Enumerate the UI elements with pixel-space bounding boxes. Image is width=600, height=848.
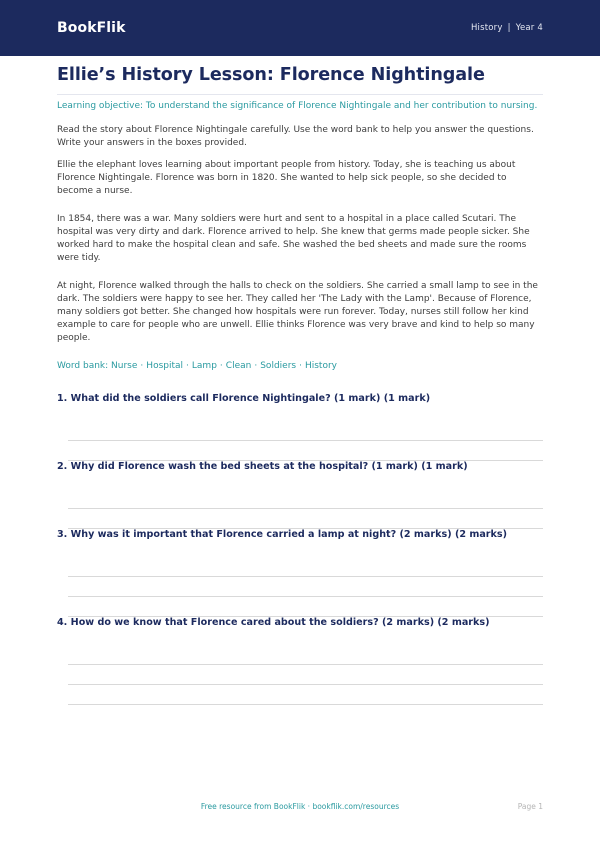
word-bank-word: Clean (225, 361, 252, 371)
word-bank-separator: · (140, 361, 144, 371)
footer-resource-link[interactable]: Free resource from BookFlik · bookflik.com/resources (200, 802, 400, 811)
answer-line-q1[interactable] (68, 440, 543, 441)
word-bank-separator: · (219, 361, 223, 371)
answer-line-q2[interactable] (68, 508, 543, 509)
word-bank-separator: · (299, 361, 302, 371)
word-bank-word: History (304, 361, 337, 371)
word-bank-word: Soldiers (260, 361, 297, 371)
answer-line-q3[interactable] (68, 576, 543, 577)
question-3: 3. Why was it important that Florence carried a lamp at night? (2 marks) (2 marks) (57, 529, 508, 540)
word-bank-word: Lamp (191, 361, 217, 371)
page-footer (0, 802, 600, 814)
subject-label: History (470, 23, 503, 33)
header-separator: | (507, 23, 511, 33)
page-header (0, 0, 600, 56)
story-paragraph-2: In 1854, there was a war. Many soldiers were hurt and sent to a hospital in a place called Scutari. The hospital was very dirty and dark. Florence arrived to help. She knew that germs made people sicker. She worked hard to make the hospital clean and safe. She washed the bed sheets and made sure the rooms were tidy. (57, 214, 530, 263)
title-divider (57, 94, 543, 95)
word-bank-label: Word bank: (57, 361, 109, 371)
page-number: Page 1 (517, 802, 543, 811)
word-bank (57, 361, 337, 371)
subject-year-label (471, 23, 543, 33)
answer-line-q3[interactable] (68, 596, 543, 597)
word-bank-word: Nurse (111, 361, 138, 371)
instructions-text: Read the story about Florence Nightingale carefully. Use the word bank to help you answer the questions. Write your answers in the boxes provided. (57, 125, 534, 148)
answer-line-q4[interactable] (68, 664, 543, 665)
page-title: Ellie’s History Lesson: Florence Nightingale (57, 65, 485, 85)
story-paragraph-3: At night, Florence walked through the halls to check on the soldiers. She carried a small lamp to see in the dark. The soldiers were happy to see her. They called her 'The Lady with the Lamp'. Because of Florence, many soldiers got better. She changed how hospitals were run forever. Today, nurses still follow her kind example to care for people who are unwell. Ellie thinks Florence was very brave and kind to help so many people. (57, 281, 538, 343)
question-4: 4. How do we know that Florence cared about the soldiers? (2 marks) (2 marks) (57, 617, 490, 628)
word-bank-separator: · (254, 361, 258, 371)
story-paragraph-1: Ellie the elephant loves learning about important people from history. Today, she is teaching us about Florence Nightingale. Florence was born in 1820. She wanted to help sick people, so she decided to become a nurse. (57, 160, 516, 196)
question-2: 2. Why did Florence wash the bed sheets at the hospital? (1 mark) (1 mark) (57, 461, 468, 472)
answer-line-q4[interactable] (68, 684, 543, 685)
learning-objective: Learning objective: To understand the significance of Florence Nightingale and her contribution to nursing. (57, 101, 538, 111)
brand-logo-text[interactable]: BookFlik (57, 20, 126, 36)
word-bank-separator: · (186, 361, 189, 371)
year-label: Year 4 (515, 23, 543, 33)
answer-line-q4[interactable] (68, 704, 543, 705)
question-1: 1. What did the soldiers call Florence Nightingale? (1 mark) (1 mark) (57, 393, 431, 404)
word-bank-word: Hospital (146, 361, 184, 371)
